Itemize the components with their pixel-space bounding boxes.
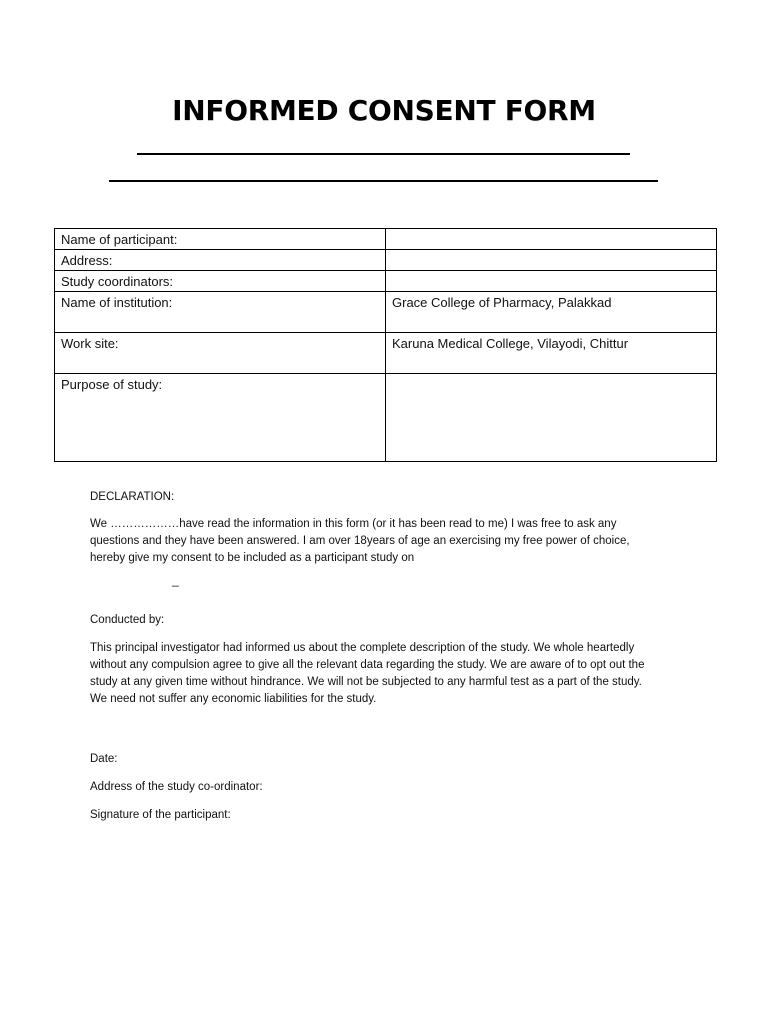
table-cell-label: Address: [55, 250, 386, 271]
conducted-by-heading: Conducted by: [90, 614, 165, 626]
table-cell-value: Grace College of Pharmacy, Palakkad [386, 292, 717, 333]
coordinator-address-label: Address of the study co-ordinator: [90, 781, 263, 793]
title-underline-2 [109, 180, 658, 182]
date-label: Date: [90, 753, 118, 765]
participant-info-table [54, 228, 717, 462]
table-cell-value [386, 374, 717, 462]
blank-mark: _ [172, 573, 179, 587]
declaration-line: We ………………have read the information in this form (or it has been read to me) I was free to ask any [90, 518, 617, 530]
conducted-line: without any compulsion agree to give all the relevant data regarding the study. We are aware of to opt out the [90, 659, 645, 671]
page-title: INFORMED CONSENT FORM [172, 94, 596, 127]
conducted-line: study at any given time without hindrance. We will not be subjected to any harmful test as a part of the study. [90, 676, 642, 688]
table-cell-value [386, 250, 717, 271]
declaration-heading: DECLARATION: [90, 491, 175, 503]
conducted-by-body [90, 640, 690, 708]
title-underline-1 [137, 153, 630, 155]
table-cell-label: Work site: [55, 333, 386, 374]
declaration-line: questions and they have been answered. I am over 18years of age an exercising my free power of choice, [90, 535, 630, 547]
table-cell-label: Name of institution: [55, 292, 386, 333]
table-row [55, 271, 717, 292]
table-cell-label: Study coordinators: [55, 271, 386, 292]
table-cell-value [386, 229, 717, 250]
table-row [55, 333, 717, 374]
table-row [55, 374, 717, 462]
conducted-line: We need not suffer any economic liabilities for the study. [90, 693, 377, 705]
table-cell-label: Purpose of study: [55, 374, 386, 462]
table-cell-label: Name of participant: [55, 229, 386, 250]
declaration-body [90, 516, 690, 567]
declaration-line: hereby give my consent to be included as a participant study on [90, 552, 415, 564]
conducted-line: This principal investigator had informed us about the complete description of the study. We whole heartedly [90, 642, 635, 654]
table-cell-value: Karuna Medical College, Vilayodi, Chittur [386, 333, 717, 374]
participant-signature-label: Signature of the participant: [90, 809, 231, 821]
table-cell-value [386, 271, 717, 292]
table-row [55, 229, 717, 250]
table-row [55, 250, 717, 271]
table-row [55, 292, 717, 333]
